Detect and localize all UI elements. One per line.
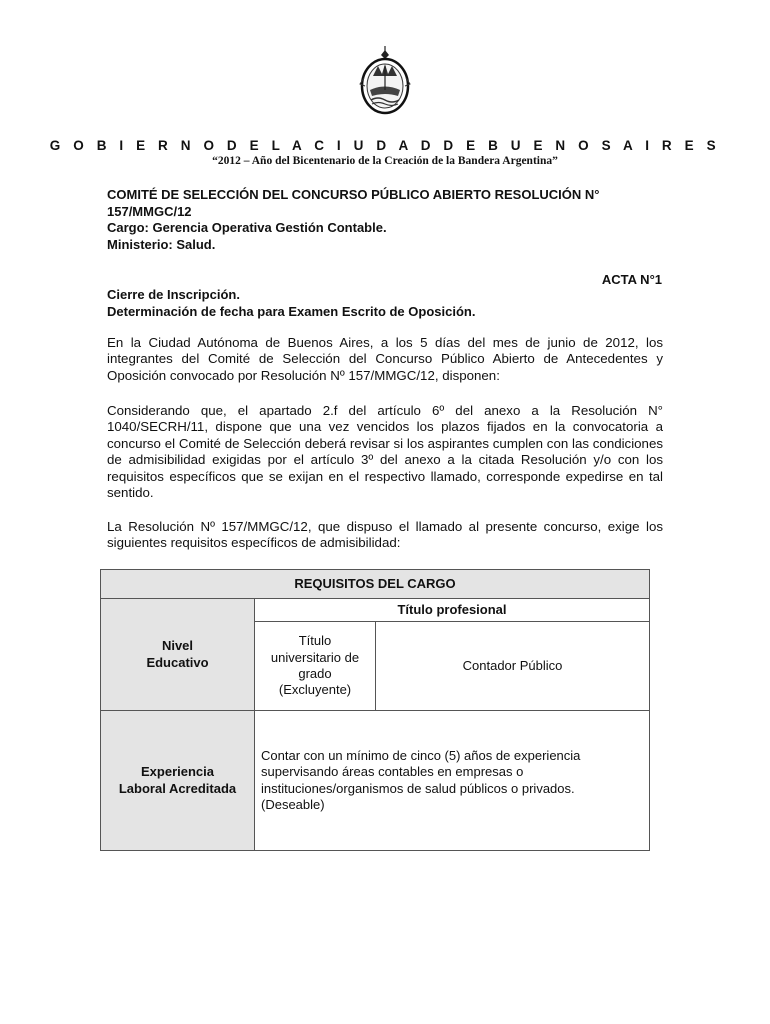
titulo-line-3: grado <box>298 666 332 681</box>
paragraph-intro: En la Ciudad Autónoma de Buenos Aires, a los 5 días del mes de junio de 2012, los integrantes del Comité de Selección del Concurso Público Abierto de Antecedentes y Oposición convocado por Resolución Nº 157/MMGC/12, disponen: <box>107 335 663 383</box>
heading-cargo: Cargo: Gerencia Operativa Gestión Contable. <box>107 220 387 235</box>
government-title: G O B I E R N O D E L A C I U D A D D E B U E N O S A I R E S <box>49 138 721 153</box>
experiencia-label-line-2: Laboral Acreditada <box>118 780 237 796</box>
contador-publico-value: Contador Público <box>376 622 650 711</box>
titulo-line-1: Título <box>298 633 332 649</box>
nivel-label-line-1: Nivel <box>161 638 194 654</box>
experiencia-line-2: supervisando áreas contables en empresas o <box>261 764 524 780</box>
experiencia-laboral-label <box>101 711 255 851</box>
requirements-table <box>100 569 650 851</box>
heading-ministerio: Ministerio: Salud. <box>107 236 216 252</box>
subject-line-2: Determinación de fecha para Examen Escrito de Oposición. <box>107 303 476 319</box>
nivel-label-line-2: Educativo <box>146 654 209 670</box>
acta-subject <box>107 287 475 320</box>
document-heading <box>107 187 667 253</box>
paragraph-requisitos: La Resolución Nº 157/MMGC/12, que dispuso el llamado al presente concurso, exige los siguientes requisitos específicos de admisibilidad: <box>107 519 663 551</box>
experiencia-label-line-1: Experiencia <box>141 764 214 780</box>
coat-of-arms-icon <box>358 46 412 118</box>
experiencia-requirement <box>255 711 650 851</box>
titulo-line-2: universitario de <box>270 649 360 665</box>
experiencia-line-4: (Deseable) <box>261 796 325 812</box>
experiencia-line-3: instituciones/organismos de salud públicos o privados. <box>261 780 575 796</box>
heading-line-2: 157/MMGC/12 <box>107 203 192 219</box>
titulo-requirement <box>255 622 376 711</box>
experiencia-line-1: Contar con un mínimo de cinco (5) años de experiencia <box>261 747 581 763</box>
titulo-profesional-header: Título profesional <box>255 599 650 622</box>
paragraph-considerando: Considerando que, el apartado 2.f del artículo 6º del anexo a la Resolución N° 1040/SECRH/11, dispone que una vez vencidos los plazos fijados en la convocatoria a concurso el Comité de Selección deberá revisar si los aspirantes cumplen con las condiciones de admisibilidad exigidas por el artículo 3º del anexo a la citada Resolución y/o con los requisitos específicos que se exijan en el respectivo llamado, corresponde expedirse en tal sentido. <box>107 403 663 501</box>
subject-line-1: Cierre de Inscripción. <box>107 287 240 302</box>
titulo-line-4: (Excluyente) <box>278 682 352 698</box>
table-title: REQUISITOS DEL CARGO <box>101 570 650 599</box>
heading-line-1: COMITÉ DE SELECCIÓN DEL CONCURSO PÚBLICO ABIERTO RESOLUCIÓN N° <box>107 187 600 202</box>
acta-number: ACTA N°1 <box>601 272 662 287</box>
year-motto: “2012 – Año del Bicentenario de la Creación de la Bandera Argentina” <box>212 155 558 167</box>
nivel-educativo-label <box>101 599 255 711</box>
